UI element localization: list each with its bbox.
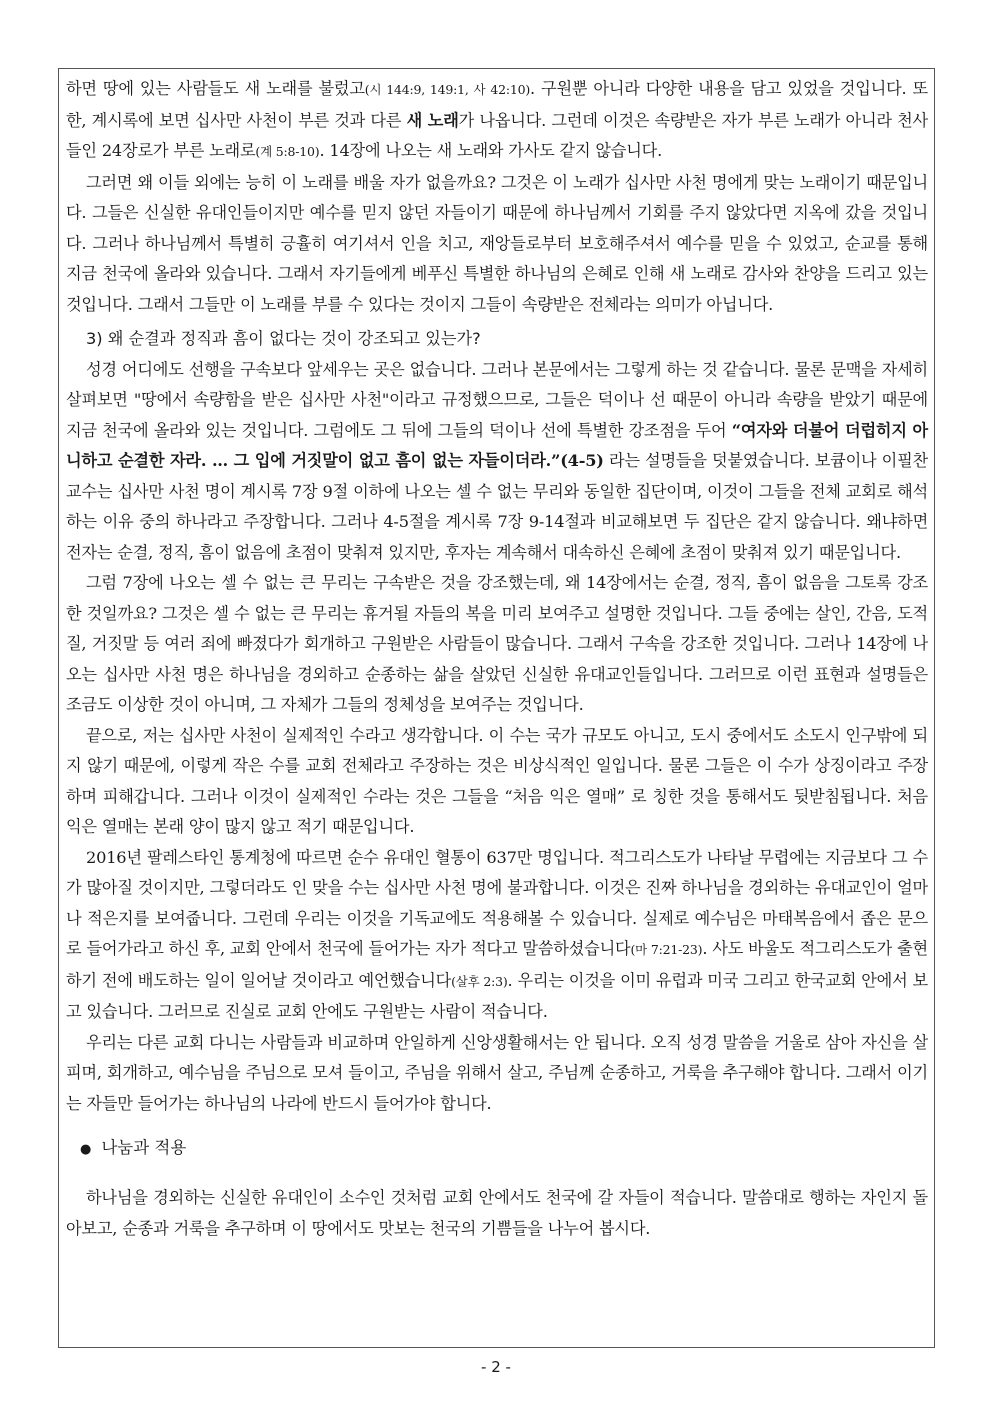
scripture-reference: (시 144:9, 149:1, 사 42:10) [364, 82, 531, 97]
paragraph-exhortation: 우리는 다른 교회 다니는 사람들과 비교하며 안일하게 신앙생활해서는 안 됩니다. 오직 성경 말씀을 거울로 삼아 자신을 살피며, 회개하고, 예수님을 주님으로 모셔 들이고, 주님을 위해서 살고, 주님께 순종하고, 거룩을 추구해야 합니다. 그래서 이기는 자들만 들어가는 하나님의 나라에 반드시 들어가야 합니다. [66, 1032, 928, 1113]
scripture-reference: (계 5:8-10) [255, 144, 320, 159]
paragraph-statistics: 2016년 팔레스타인 통계청에 따르면 순수 유대인 혈통이 637만 명입니다. 적그리스도가 나타날 무렵에는 지금보다 그 수가 많아질 것이지만, 그렇더라도 인 맞을 수는 십사만 사천 명에 불과합니다. 이것은 진짜 하나님을 경외하는 유대교인이 얼마나 적은지를 보여줍니다. 그런데 우리는 이것을 기독교에도 적용해볼 수 있습니다. 실제로 예수님은 마태복음에서 좁은 문으로 들어가라고 하신 후, 교회 안에서 천국에 들어가는 자가 적다고 말씀하셨습니다(마 7:21-23). 사도 바울도 적그리스도가 출현하기 전에 배도하는 일이 일어날 것이라고 예언했습니다(살후 2:3). 우리는 이것을 이미 유럽과 미국 그리고 한국교회 안에서 보고 있습니다. 그러므로 진실로 교회 안에도 구원받는 사람이 적습니다. [66, 847, 928, 1021]
document-body [66, 74, 928, 1244]
bold-quote: “여자와 더불어 더럽히지 아니하고 순결한 자라. … 그 입에 거짓말이 없고 흠이 없는 자들이더라.”(4-5) [66, 420, 928, 470]
bullet-icon: ● [80, 1142, 92, 1157]
paragraph-new-song: 하면 땅에 있는 사람들도 새 노래를 불렀고(시 144:9, 149:1, 사 42:10). 구원뿐 아니라 다양한 내용을 담고 있었을 것입니다. 또한, 계시록에 보면 십사만 사천이 부른 것과 다른 새 노래가 나옵니다. 그런데 이것은 속량받은 자가 부른 노래가 아니라 천사들인 24장로가 부른 노래로(계 5:8-10). 14장에 나오는 새 노래와 가사도 같지 않습니다. [66, 79, 928, 160]
paragraph-great-multitude: 그럼 7장에 나오는 셀 수 없는 큰 무리는 구속받은 것을 강조했는데, 왜 14장에서는 순결, 정직, 흠이 없음을 그토록 강조한 것일까요? 그것은 셀 수 없는 큰 무리는 휴거될 자들의 복을 미리 보여주고 설명한 것입니다. 그들 중에는 살인, 간음, 도적질, 거짓말 등 여러 죄에 빠졌다가 회개하고 구원받은 사람들이 많습니다. 그래서 구속을 강조한 것입니다. 그러나 14장에 나오는 십사만 사천 명은 하나님을 경외하고 순종하는 삶을 살았던 신실한 유대교인들입니다. 그러므로 이런 표현과 설명들은 조금도 이상한 것이 아니며, 그 자체가 그들의 정체성을 보여주는 것입니다. [66, 573, 928, 714]
scripture-reference: (살후 2:3) [451, 973, 508, 989]
bold-phrase: 새 노래 [406, 110, 459, 130]
section-title: 나눔과 적용 [101, 1138, 187, 1157]
paragraph-application: 하나님을 경외하는 신실한 유대인이 소수인 것처럼 교회 안에서도 천국에 갈 자들이 적습니다. 말씀대로 행하는 자인지 돌아보고, 순종과 거룩을 추구하며 이 땅에서도 맛보는 천국의 기쁨들을 나누어 봅시다. [66, 1188, 928, 1238]
scripture-reference: (마 7:21-23) [630, 942, 703, 957]
paragraph-why-only-they: 그러면 왜 이들 외에는 능히 이 노래를 배울 자가 없을까요? 그것은 이 노래가 십사만 사천 명에게 맞는 노래이기 때문입니다. 그들은 신실한 유대인들이지만 예수를 믿지 않던 자들이기 때문에 하나님께서 기회를 주지 않았다면 지옥에 갔을 것입니다. 그러나 하나님께서 특별히 긍휼히 여기셔서 인을 치고, 재앙들로부터 보호해주셔서 예수를 믿을 수 있었고, 순교를 통해 지금 천국에 올라와 있습니다. 그래서 자기들에게 베푸신 특별한 하나님의 은혜로 인해 새 노래로 감사와 찬양을 드리고 있는 것입니다. 그래서 그들만 이 노래를 부를 수 있다는 것이지 그들이 속량받은 전체라는 의미가 아닙니다. [66, 172, 928, 314]
page-number: - 2 - [481, 1358, 511, 1376]
paragraph-good-deeds: 성경 어디에도 선행을 구속보다 앞세우는 곳은 없습니다. 그러나 본문에서는 그렇게 하는 것 같습니다. 물론 문맥을 자세히 살펴보면 "땅에서 속량함을 받은 십사만 사천"이라고 규정했으므로, 그들은 덕이나 선 때문이 아니라 속량을 받았기 때문에 지금 천국에 올라와 있는 것입니다. 그럼에도 그 뒤에 그들의 덕이나 선에 특별한 강조점을 두어 “여자와 더불어 더럽히지 아니하고 순결한 자라. … 그 입에 거짓말이 없고 흠이 없는 자들이더라.”(4-5) 라는 설명들을 덧붙였습니다. 보큠이나 이필찬 교수는 십사만 사천 명이 계시록 7장 9절 이하에 나오는 셀 수 없는 무리와 동일한 집단이며, 이것이 그들을 전체 교회로 해석하는 이유 중의 하나라고 주장합니다. 그러나 4-5절을 계시록 7장 9-14절과 비교해보면 두 집단은 같지 않습니다. 왜냐하면 전자는 순결, 정직, 흠이 없음에 초점이 맞춰져 있지만, 후자는 계속해서 대속하신 은혜에 초점이 맞춰져 있기 때문입니다. [66, 359, 928, 562]
subheading-3: 3) 왜 순결과 정직과 흠이 없다는 것이 강조되고 있는가? [86, 329, 481, 348]
section-heading-sharing [66, 1133, 928, 1165]
paragraph-literal-number: 끝으로, 저는 십사만 사천이 실제적인 수라고 생각합니다. 이 수는 국가 규모도 아니고, 도시 중에서도 소도시 인구밖에 되지 않기 때문에, 이렇게 작은 수를 교회 전체라고 주장하는 것은 비상식적인 일입니다. 물론 그들은 이 수가 상징이라고 주장하며 피해갑니다. 그러나 이것이 실제적인 수라는 것은 그들을 “처음 익은 열매” 로 칭한 것을 통해서도 뒷받침됩니다. 처음 익은 열매는 본래 양이 많지 않고 적기 때문입니다. [66, 725, 928, 836]
